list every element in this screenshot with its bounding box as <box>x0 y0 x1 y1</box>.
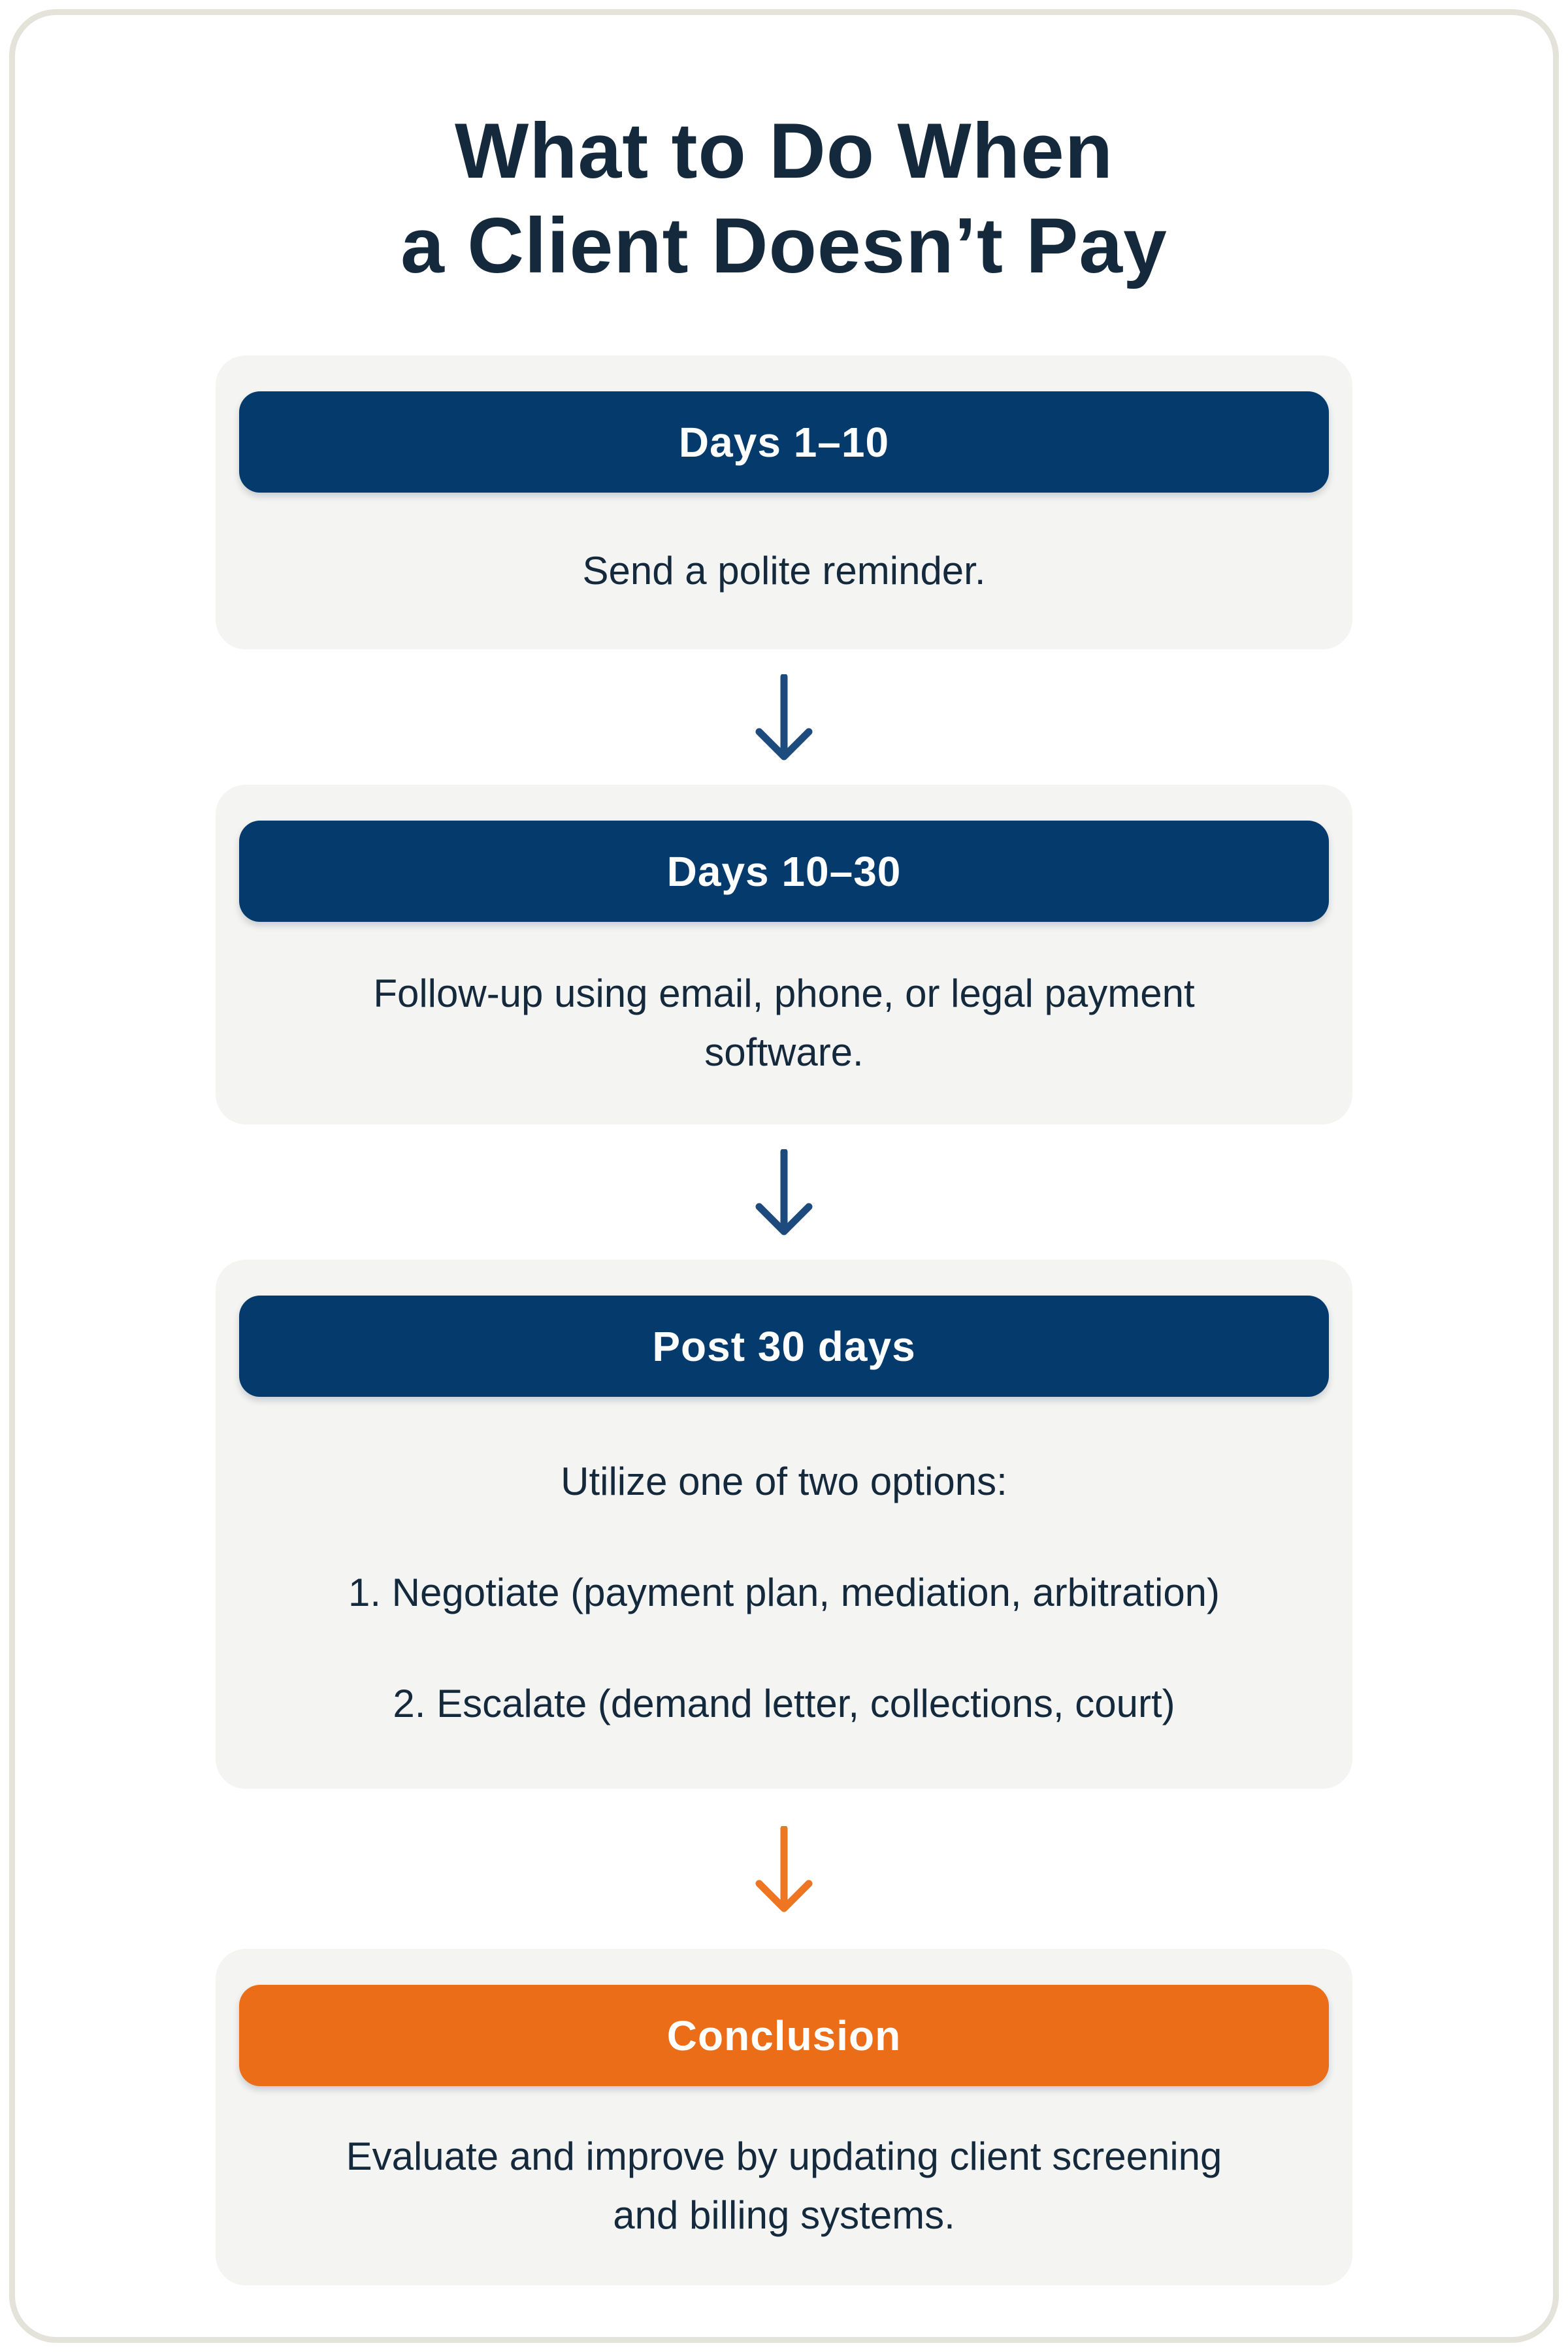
step-text-option-negotiate: 1. Negotiate (payment plan, mediation, arbitration) <box>348 1571 1220 1614</box>
flow-connector <box>15 1124 1553 1260</box>
step-header-days-1-10: Days 1–10 <box>239 391 1329 493</box>
down-arrow-icon <box>755 674 813 760</box>
conclusion-card <box>216 1949 1352 2285</box>
down-arrow-icon <box>755 1826 813 1912</box>
page-title-line-1: What to Do When <box>454 107 1114 195</box>
step-card-days-1-10 <box>216 355 1352 649</box>
conclusion-header: Conclusion <box>239 1985 1329 2086</box>
step-text-option-escalate: 2. Escalate (demand letter, collections, court) <box>393 1682 1175 1725</box>
page-title <box>15 104 1553 293</box>
step-body-post-30-days <box>239 1397 1329 1789</box>
step-card-post-30-days <box>216 1260 1352 1789</box>
down-arrow-icon <box>755 1149 813 1235</box>
page-title-line-2: a Client Doesn’t Pay <box>400 202 1168 289</box>
step-card-days-10-30 <box>216 785 1352 1124</box>
step-body-days-1-10 <box>239 493 1329 649</box>
step-body-days-10-30 <box>239 922 1329 1124</box>
step-text: Send a polite reminder. <box>582 549 986 593</box>
flow-connector <box>15 649 1553 785</box>
step-header-days-10-30: Days 10–30 <box>239 821 1329 922</box>
conclusion-text: Evaluate and improve by updating client screening and billing systems. <box>346 2134 1222 2237</box>
page-frame <box>9 9 1559 2343</box>
flow-connector <box>15 1789 1553 1949</box>
conclusion-body <box>239 2086 1329 2285</box>
step-header-post-30-days: Post 30 days <box>239 1296 1329 1397</box>
step-text-intro: Utilize one of two options: <box>561 1460 1007 1503</box>
step-text: Follow-up using email, phone, or legal payment software. <box>373 972 1195 1074</box>
